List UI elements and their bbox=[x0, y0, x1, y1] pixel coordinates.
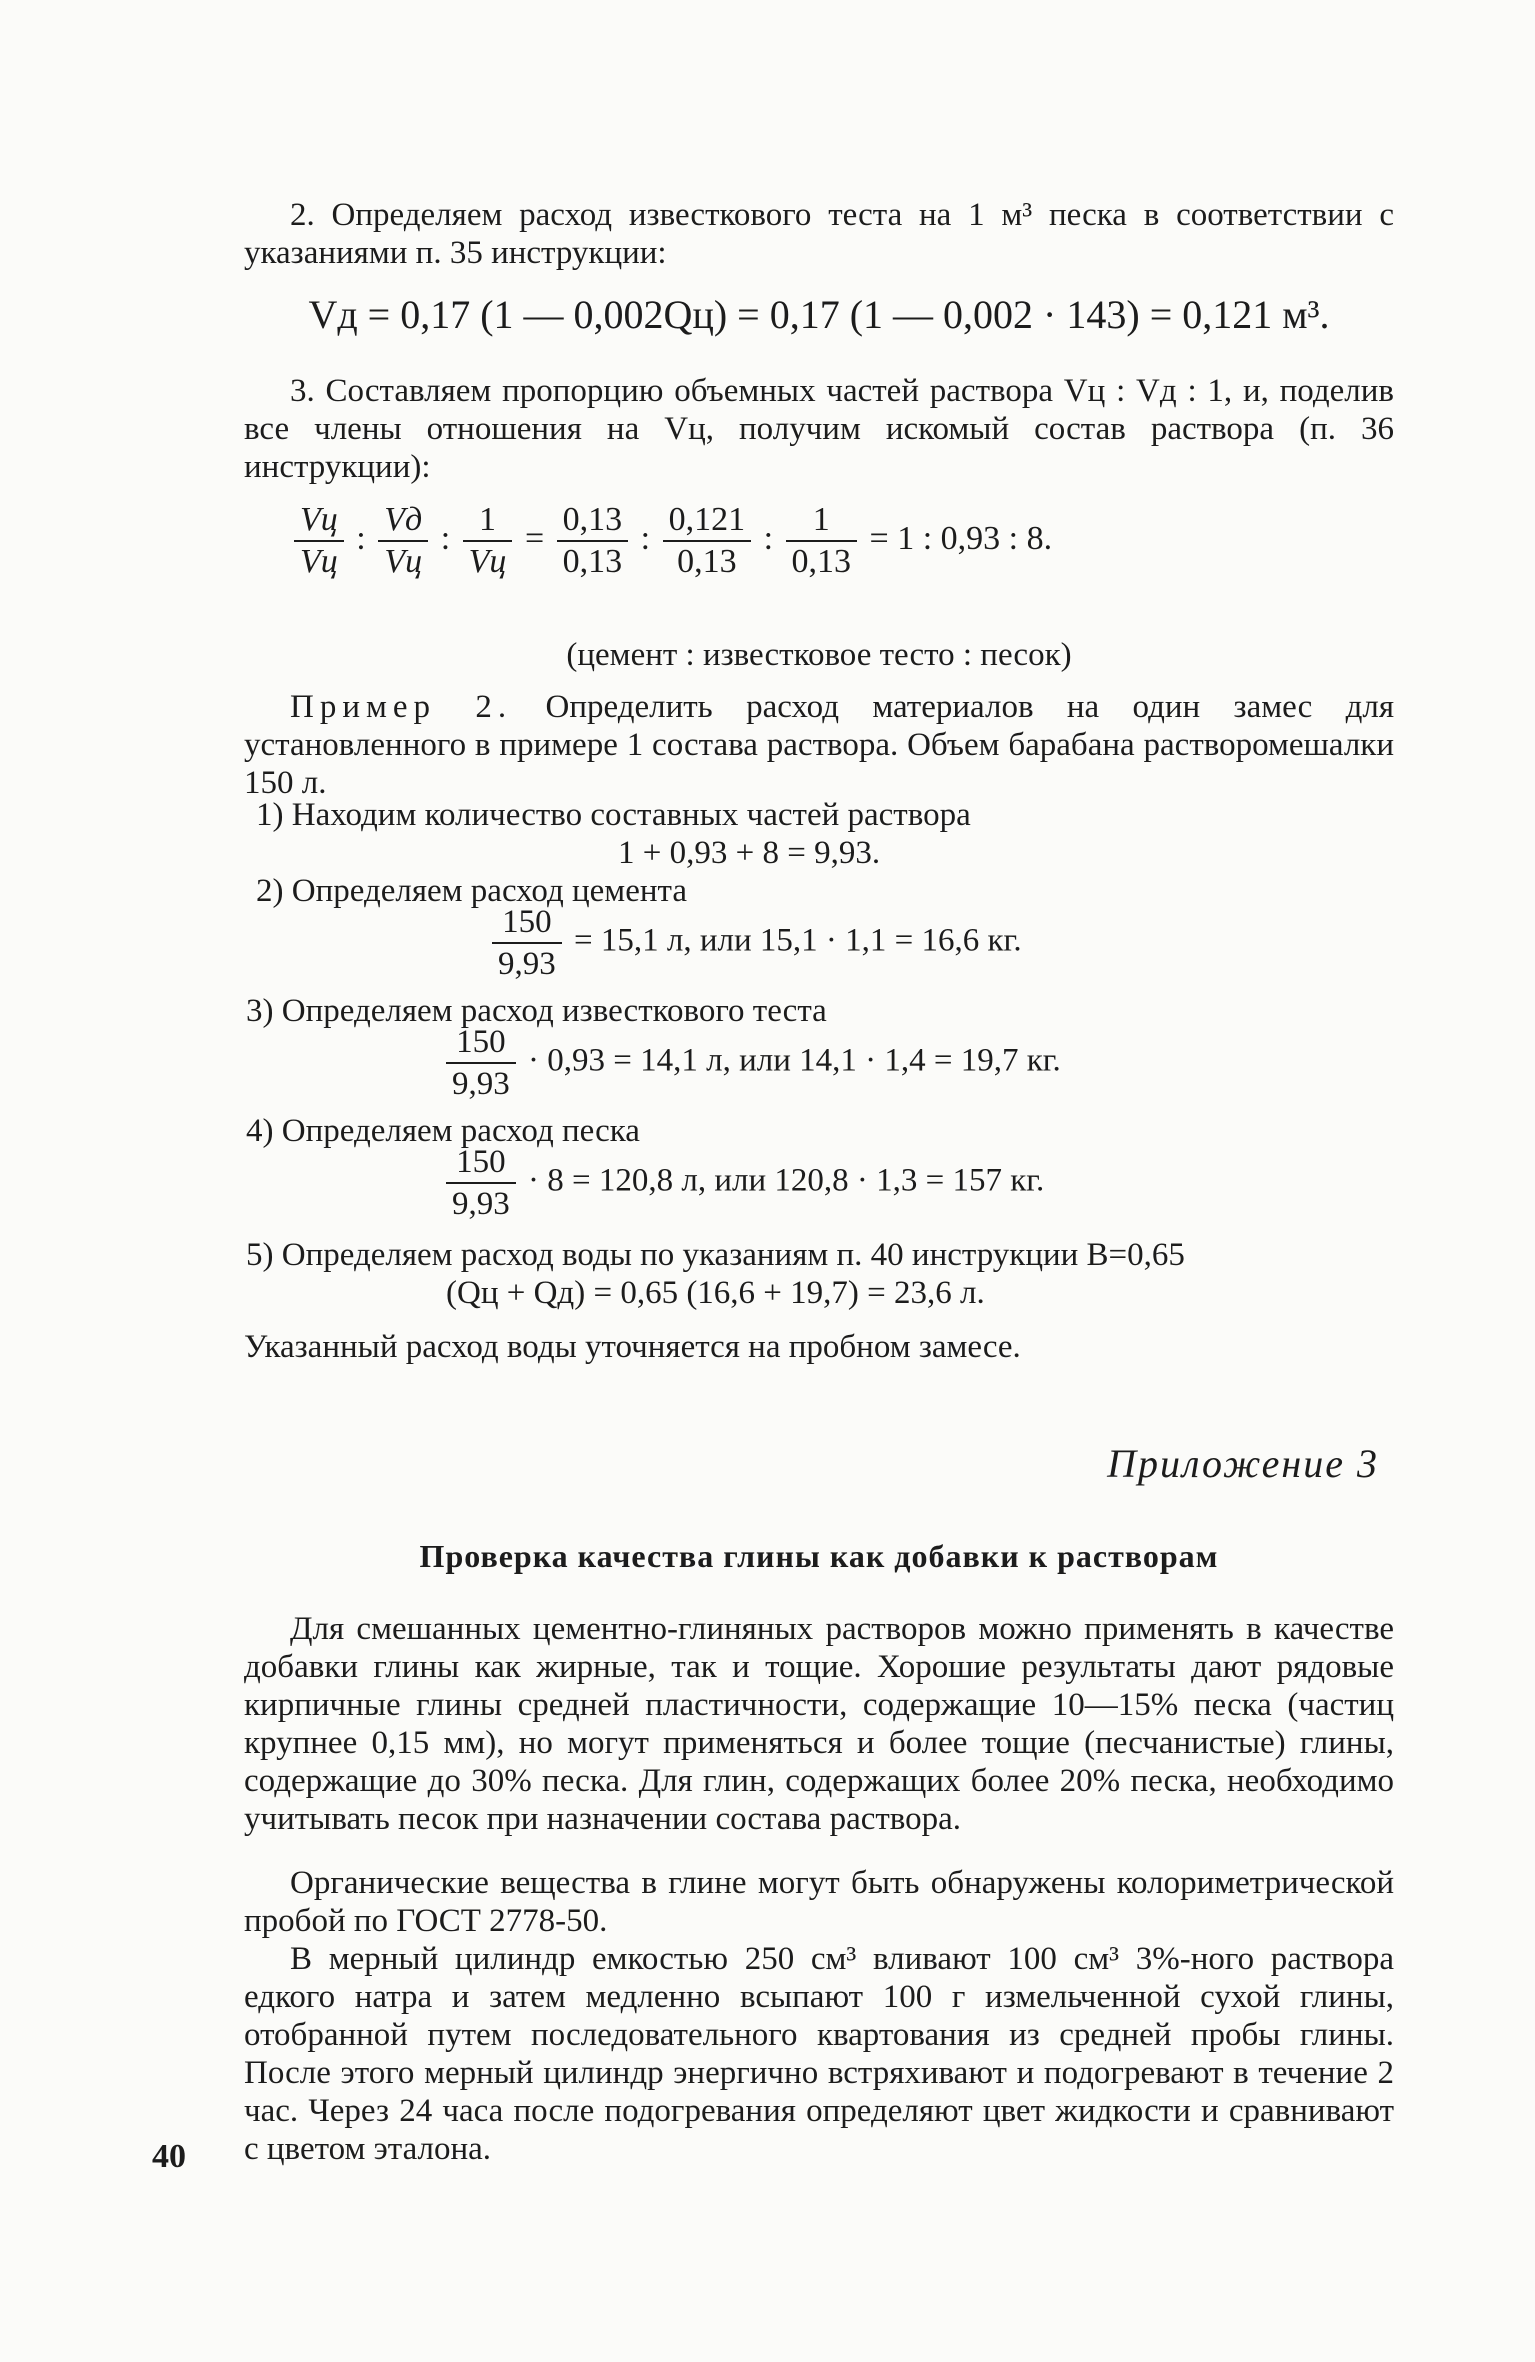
step-5-title: 5) Определяем расход воды по указаниям п. 40 инструкции В=0,65 bbox=[246, 1237, 1185, 1273]
step-3-fraction: $\frac{150}{9,93}$ bbox=[446, 1022, 516, 1104]
step-3-calc: · 0,93 = 14,1 л, или 14,1 · 1,4 = 19,7 кг. bbox=[528, 1042, 1061, 1079]
proportion-result: = 1 : 0,93 : 8. bbox=[869, 519, 1053, 557]
appendix-label: Приложение 3 bbox=[1107, 1441, 1379, 1486]
paragraph-step-2: 2. Определяем расход известкового теста на 1 м³ песка в соответствии с указаниями п. 35 инструкции: bbox=[244, 197, 1394, 271]
step-3-formula bbox=[442, 1022, 1061, 1104]
section-heading: Проверка качества глины как добавки к растворам bbox=[419, 1538, 1219, 1574]
step-4-formula bbox=[442, 1142, 1044, 1224]
step-4-title: 4) Определяем расход песка bbox=[246, 1113, 640, 1149]
paragraph-clay-1: Для смешанных цементно-глиняных растворов можно применять в качестве добавки глины как жирные, так и тощие. Хорошие результаты дают рядовые кирпичные глины средней пластичности, содержащие 10—15% песка (частиц крупнее 0,15 мм), но могут применяться и более тощие (песчанистые) глины, содержащие до 30% песка. Для глин, содержащих более 20% песка, необходимо учитывать песок при назначении состава раствора. bbox=[244, 1611, 1394, 1837]
proportion-equation: $\frac{Vц}{Vц}$ : $\frac{Vд}{Vц}$ : $\frac{1}{Vц}$ = $\frac{0,13}{0,13}$ : $\frac{0,121}{0,13}$ : $\frac{1}{0,13}$ = 1 : 0,93 : 8. bbox=[290, 500, 1052, 582]
equation-vd: Vд = 0,17 (1 — 0,002Qц) = 0,17 (1 — 0,002 · 143) = 0,121 м³. bbox=[308, 292, 1330, 337]
page-number: 40 bbox=[152, 2138, 186, 2175]
example-text: Определить расход материалов на один замес для установленного в примере 1 состава раствора. Объем барабана растворомешалки 150 л. bbox=[244, 689, 1395, 801]
step-2-fraction: $\frac{150}{9,93}$ bbox=[492, 902, 562, 984]
step-2-calc: = 15,1 л, или 15,1 · 1,1 = 16,6 кг. bbox=[574, 922, 1022, 959]
paragraph-step-3: 3. Составляем пропорцию объемных частей раствора Vц : Vд : 1, и, поделив все члены отношения на Vц, получим искомый состав раствора (п. 36 инструкции): bbox=[244, 373, 1394, 485]
step-1-title: 1) Находим количество составных частей раствора bbox=[256, 797, 971, 833]
fraction-5: $\frac{0,121}{0,13}$ bbox=[663, 500, 752, 582]
fraction-4: $\frac{0,13}{0,13}$ bbox=[557, 500, 629, 582]
step-4-calc: · 8 = 120,8 л, или 120,8 · 1,3 = 157 кг. bbox=[528, 1162, 1045, 1199]
fraction-1: $\frac{Vц}{Vц}$ bbox=[294, 500, 344, 582]
step-3-title: 3) Определяем расход известкового теста bbox=[246, 993, 827, 1029]
step-5-calc: (Qц + Qд) = 0,65 (16,6 + 19,7) = 23,6 л. bbox=[446, 1275, 985, 1311]
step-2-formula bbox=[488, 902, 1022, 984]
example-label: Пример 2. bbox=[290, 689, 513, 725]
step-1-calc: 1 + 0,93 + 8 = 9,93. bbox=[618, 835, 881, 871]
water-note: Указанный расход воды уточняется на пробном замесе. bbox=[244, 1329, 1021, 1365]
paragraph-example-2 bbox=[244, 688, 1394, 802]
fraction-2: $\frac{Vд}{Vц}$ bbox=[378, 500, 428, 582]
fraction-6: $\frac{1}{0,13}$ bbox=[786, 500, 858, 582]
composition-note: (цемент : известковое тесто : песок) bbox=[566, 637, 1072, 673]
paragraph-clay-2: Органические вещества в глине могут быть обнаружены колориметрической пробой по ГОСТ 2778-50. bbox=[244, 1865, 1394, 1939]
paragraph-clay-3: В мерный цилиндр емкостью 250 см³ вливают 100 см³ 3%-ного раствора едкого натра и затем медленно всыпают 100 г измельченной сухой глины, отобранной путем последовательного квартования из средней пробы глины. После этого мерный цилиндр энергично встряхивают и подогревают в течение 2 час. Через 24 часа после подогревания определяют цвет жидкости и сравнивают с цветом эталона. bbox=[244, 1941, 1394, 2167]
step-4-fraction: $\frac{150}{9,93}$ bbox=[446, 1142, 516, 1224]
fraction-3: $\frac{1}{Vц}$ bbox=[463, 500, 513, 582]
step-2-title: 2) Определяем расход цемента bbox=[256, 873, 687, 909]
